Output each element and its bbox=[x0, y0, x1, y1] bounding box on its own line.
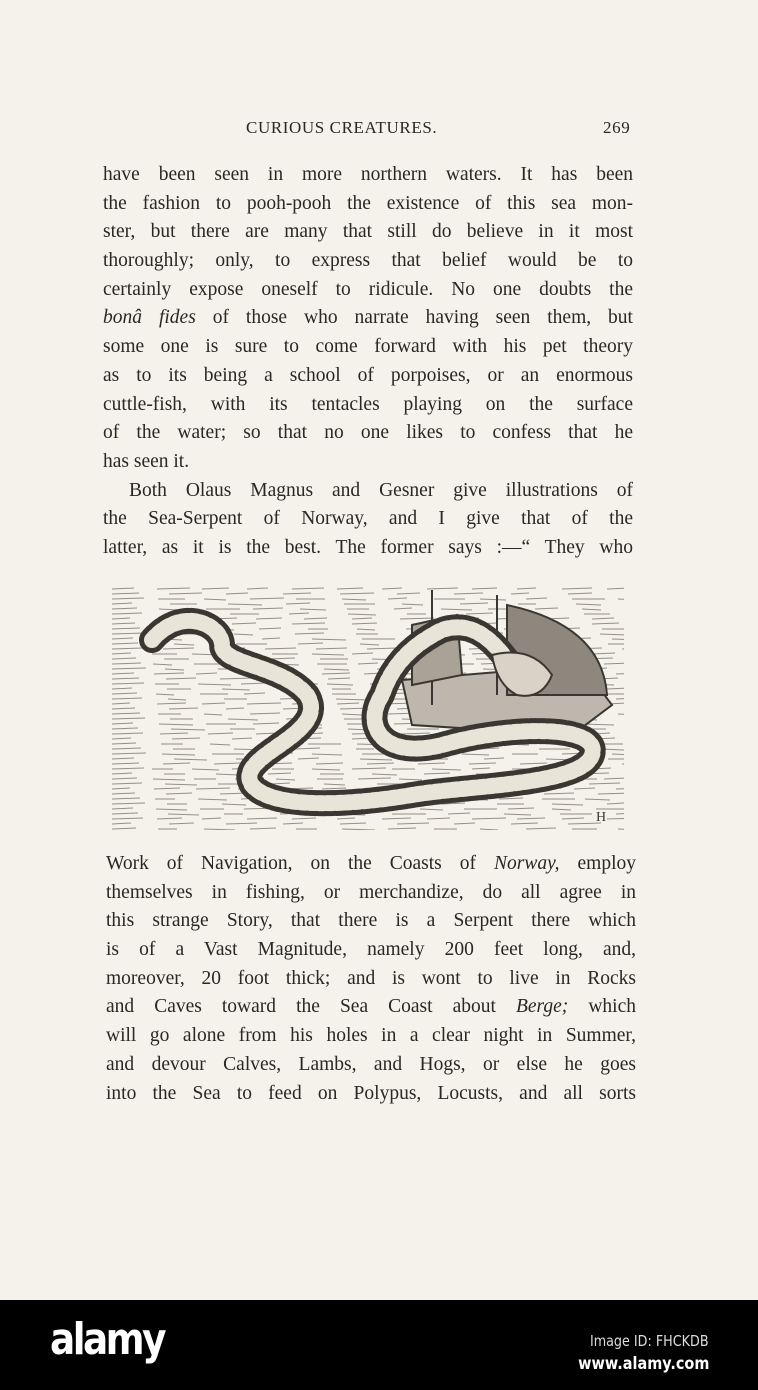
hatch-stroke bbox=[352, 768, 386, 769]
hatch-stroke bbox=[472, 768, 490, 769]
text-line: the Sea-Serpent of Norway, and I give that of the bbox=[103, 508, 633, 530]
hatch-stroke bbox=[400, 733, 430, 734]
hatch-stroke bbox=[562, 818, 584, 819]
hatch-stroke bbox=[298, 643, 323, 644]
hatch-stroke bbox=[399, 779, 422, 780]
hatch-stroke bbox=[112, 643, 138, 644]
monogram: H bbox=[596, 810, 607, 825]
text-block-top bbox=[103, 161, 633, 563]
hatch-stroke bbox=[612, 639, 624, 640]
hatch-stroke bbox=[402, 604, 423, 605]
hatch-stroke bbox=[253, 608, 283, 609]
hatch-stroke bbox=[357, 629, 375, 630]
hatch-stroke bbox=[460, 603, 488, 604]
hatch-stroke bbox=[210, 744, 230, 745]
hatch-stroke bbox=[165, 784, 197, 785]
hatch-stroke bbox=[157, 818, 182, 819]
hatch-stroke bbox=[157, 703, 186, 704]
hatch-stroke bbox=[300, 609, 326, 610]
watermark-bar bbox=[0, 1300, 758, 1390]
hatch-stroke bbox=[612, 754, 624, 755]
hatch-stroke bbox=[324, 784, 345, 785]
hatch-stroke bbox=[165, 669, 184, 670]
hatch-stroke bbox=[372, 774, 397, 775]
hatch-stroke bbox=[511, 593, 529, 594]
hatch-stroke bbox=[204, 599, 226, 600]
hatch-stroke bbox=[504, 814, 531, 815]
hatch-stroke bbox=[340, 823, 366, 824]
hatch-stroke bbox=[112, 793, 135, 794]
hatch-stroke bbox=[250, 828, 276, 829]
hatch-stroke bbox=[340, 593, 374, 594]
hatch-stroke bbox=[112, 588, 134, 589]
hatch-stroke bbox=[292, 818, 316, 819]
hatch-stroke bbox=[336, 699, 369, 700]
hatch-stroke bbox=[112, 803, 145, 804]
hatch-stroke bbox=[112, 743, 136, 744]
text-line: certainly expose oneself to ridicule. No one doubts the bbox=[103, 278, 633, 300]
hatch-stroke bbox=[400, 618, 434, 619]
hatch-stroke bbox=[112, 768, 144, 769]
hatch-stroke bbox=[226, 593, 248, 594]
hatch-stroke bbox=[472, 818, 506, 819]
hatch-stroke bbox=[562, 588, 592, 589]
hatch-stroke bbox=[283, 823, 303, 824]
text-line: has seen it. bbox=[103, 450, 190, 472]
hatch-stroke bbox=[265, 648, 296, 649]
italic-term: Norway, bbox=[493, 853, 560, 874]
hatch-stroke bbox=[112, 613, 142, 614]
hatch-stroke bbox=[616, 698, 624, 699]
hatch-stroke bbox=[112, 653, 131, 654]
italic-term: bonâ fides bbox=[103, 307, 196, 329]
hatch-stroke bbox=[112, 648, 143, 649]
hatch-stroke bbox=[222, 689, 250, 690]
hatch-stroke bbox=[292, 588, 324, 589]
hatch-stroke bbox=[295, 748, 320, 749]
hatch-stroke bbox=[382, 588, 402, 589]
hatch-stroke bbox=[517, 588, 536, 589]
hatch-stroke bbox=[166, 793, 192, 794]
hatch-stroke bbox=[112, 638, 133, 639]
hatch-stroke bbox=[316, 763, 343, 764]
hatch-stroke bbox=[337, 703, 359, 704]
alamy-logo: alamy bbox=[50, 1314, 164, 1365]
hatch-stroke bbox=[112, 678, 139, 679]
hatch-stroke bbox=[286, 603, 310, 604]
hatch-stroke bbox=[592, 618, 614, 619]
hatch-stroke bbox=[312, 769, 340, 770]
hatch-stroke bbox=[154, 788, 180, 789]
hatch-stroke bbox=[262, 638, 280, 639]
hatch-stroke bbox=[427, 818, 450, 819]
hatch-stroke bbox=[312, 654, 344, 655]
hatch-stroke bbox=[244, 693, 265, 694]
hatch-stroke bbox=[441, 609, 472, 610]
hatch-stroke bbox=[388, 828, 416, 829]
hatch-stroke bbox=[454, 593, 483, 594]
hatch-stroke bbox=[220, 678, 253, 679]
text-line: of the water; so that no one likes to confess that he bbox=[103, 422, 633, 444]
hatch-stroke bbox=[192, 769, 219, 770]
hatch-stroke bbox=[232, 738, 252, 739]
hatch-stroke bbox=[295, 633, 324, 634]
hatch-stroke bbox=[112, 728, 138, 729]
hatch-stroke bbox=[484, 758, 504, 759]
hatch-stroke bbox=[112, 673, 134, 674]
text-block-bottom bbox=[106, 850, 636, 1108]
hatch-stroke bbox=[526, 828, 556, 829]
hatch-stroke bbox=[342, 714, 362, 715]
hatch-stroke bbox=[358, 663, 378, 664]
hatch-stroke bbox=[382, 818, 411, 819]
hatch-stroke bbox=[607, 818, 624, 819]
text-line: and Caves toward the Sea Coast about Berge; which bbox=[106, 996, 636, 1018]
hatch-stroke bbox=[174, 759, 207, 760]
page-number: 269 bbox=[603, 118, 631, 137]
hatch-stroke bbox=[112, 693, 137, 694]
hatch-stroke bbox=[112, 783, 142, 784]
hatch-stroke bbox=[112, 703, 130, 704]
hatch-stroke bbox=[112, 663, 141, 664]
hatch-stroke bbox=[112, 718, 145, 719]
hatch-stroke bbox=[250, 598, 284, 599]
hatch-stroke bbox=[112, 658, 136, 659]
hatch-stroke bbox=[367, 648, 398, 649]
hatch-stroke bbox=[112, 818, 143, 819]
hatch-stroke bbox=[312, 639, 346, 640]
hatch-stroke bbox=[228, 719, 258, 720]
hatch-stroke bbox=[526, 598, 547, 599]
hatch-stroke bbox=[328, 678, 350, 679]
hatch-stroke bbox=[618, 829, 624, 830]
hatch-stroke bbox=[424, 773, 450, 774]
hatch-stroke bbox=[202, 703, 225, 704]
hatch-stroke bbox=[499, 798, 523, 799]
hatch-stroke bbox=[256, 618, 282, 619]
hatch-stroke bbox=[394, 608, 412, 609]
hatch-stroke bbox=[517, 818, 545, 819]
hatch-stroke bbox=[480, 829, 498, 830]
hatch-stroke bbox=[397, 823, 429, 824]
hatch-stroke bbox=[298, 758, 319, 759]
hatch-stroke bbox=[618, 599, 624, 600]
text-line: and devour Calves, Lambs, and Hogs, or else he goes bbox=[106, 1053, 636, 1075]
hatch-stroke bbox=[159, 724, 193, 725]
hatch-stroke bbox=[448, 813, 470, 814]
hatch-stroke bbox=[112, 813, 138, 814]
hatch-stroke bbox=[472, 588, 497, 589]
hatch-stroke bbox=[454, 823, 475, 824]
hatch-stroke bbox=[616, 788, 624, 789]
hatch-stroke bbox=[337, 818, 355, 819]
hatch-stroke bbox=[112, 598, 144, 599]
hatch-stroke bbox=[228, 604, 262, 605]
hatch-stroke bbox=[352, 653, 373, 654]
hatch-stroke bbox=[226, 823, 257, 824]
hatch-stroke bbox=[112, 773, 132, 774]
hatch-stroke bbox=[618, 714, 624, 715]
hatch-stroke bbox=[169, 823, 194, 824]
hatch-stroke bbox=[576, 604, 601, 605]
hatch-stroke bbox=[112, 798, 140, 799]
hatch-stroke bbox=[604, 663, 624, 664]
hatch-stroke bbox=[163, 763, 190, 764]
text-line: latter, as it is the best. The former says :—“ They who bbox=[103, 536, 633, 558]
hatch-stroke bbox=[196, 788, 230, 789]
hatch-stroke bbox=[337, 588, 363, 589]
hatch-stroke bbox=[607, 588, 624, 589]
hatch-stroke bbox=[348, 614, 376, 615]
hatch-stroke bbox=[202, 588, 229, 589]
hatch-stroke bbox=[276, 779, 295, 780]
hatch-stroke bbox=[420, 809, 443, 810]
hatch-stroke bbox=[198, 799, 227, 800]
hatch-stroke bbox=[112, 738, 131, 739]
hatch-stroke bbox=[112, 733, 143, 734]
hatch-stroke bbox=[112, 683, 144, 684]
hatch-stroke bbox=[198, 684, 231, 685]
hatch-stroke bbox=[153, 779, 185, 780]
hatch-stroke bbox=[163, 648, 194, 649]
hatch-stroke bbox=[112, 748, 141, 749]
hatch-stroke bbox=[352, 623, 377, 624]
hatch-stroke bbox=[342, 599, 366, 600]
hatch-stroke bbox=[322, 673, 350, 674]
hatch-stroke bbox=[112, 723, 133, 724]
hatch-stroke bbox=[112, 623, 135, 624]
text-line: some one is sure to come forward with his pet theory bbox=[103, 336, 633, 358]
hatch-stroke bbox=[480, 599, 506, 600]
hatch-stroke bbox=[112, 753, 146, 754]
hatch-stroke bbox=[154, 673, 184, 674]
hatch-stroke bbox=[582, 609, 601, 610]
hatch-stroke bbox=[169, 593, 202, 594]
hatch-stroke bbox=[112, 823, 131, 824]
text-line: moreover, 20 foot thick; and is wont to live in Rocks bbox=[106, 967, 636, 989]
hatch-stroke bbox=[511, 823, 538, 824]
hatch-stroke bbox=[304, 618, 327, 619]
hatch-stroke bbox=[271, 783, 290, 784]
hatch-stroke bbox=[112, 698, 142, 699]
hatch-stroke bbox=[112, 778, 137, 779]
text-line: cuttle-fish, with its tentacles playing on the surface bbox=[103, 393, 633, 415]
hatch-stroke bbox=[112, 788, 130, 789]
hatch-stroke bbox=[112, 668, 146, 669]
hatch-stroke bbox=[112, 608, 137, 609]
hatch-stroke bbox=[216, 774, 238, 775]
text-line: the fashion to pooh-pooh the existence of this sea mon- bbox=[103, 192, 633, 214]
hatch-stroke bbox=[112, 758, 134, 759]
hatch-stroke bbox=[196, 673, 217, 674]
hatch-stroke bbox=[469, 763, 496, 764]
hatch-stroke bbox=[589, 783, 620, 784]
hatch-stroke bbox=[322, 788, 346, 789]
hatch-stroke bbox=[289, 613, 309, 614]
hatch-stroke bbox=[222, 804, 246, 805]
hatch-stroke bbox=[157, 588, 190, 589]
hatch-stroke bbox=[112, 828, 136, 829]
hatch-stroke bbox=[427, 588, 458, 589]
hatch-stroke bbox=[214, 763, 241, 764]
hatch-stroke bbox=[166, 678, 196, 679]
hatch-stroke bbox=[153, 664, 172, 665]
hatch-stroke bbox=[622, 763, 624, 764]
hatch-stroke bbox=[360, 644, 379, 645]
hatch-stroke bbox=[352, 618, 372, 619]
hatch-stroke bbox=[247, 818, 277, 819]
text-line: have been seen in more northern waters. It has been bbox=[103, 164, 633, 185]
hatch-stroke bbox=[574, 788, 595, 789]
hatch-stroke bbox=[552, 804, 583, 805]
hatch-stroke bbox=[604, 778, 624, 779]
hatch-stroke bbox=[112, 603, 132, 604]
text-line: bonâ fides of those who narrate having seen them, but bbox=[103, 307, 633, 329]
hatch-stroke bbox=[312, 754, 342, 755]
text-line: will go alone from his holes in a clear night in Summer, bbox=[106, 1025, 636, 1047]
hatch-stroke bbox=[367, 763, 394, 764]
hatch-stroke bbox=[169, 708, 198, 709]
hatch-stroke bbox=[616, 673, 624, 674]
hatch-stroke bbox=[388, 598, 407, 599]
text-line: Work of Navigation, on the Coasts of Norway, employ bbox=[106, 853, 636, 874]
hatch-stroke bbox=[552, 809, 571, 810]
hatch-stroke bbox=[250, 713, 280, 714]
hatch-stroke bbox=[112, 763, 139, 764]
hatch-stroke bbox=[168, 814, 199, 815]
hatch-stroke bbox=[327, 684, 353, 685]
text-line: is of a Vast Magnitude, namely 200 feet long, and, bbox=[106, 939, 636, 961]
image-id: Image ID: FHCKDB bbox=[590, 1332, 709, 1350]
hatch-stroke bbox=[358, 778, 391, 779]
hatch-stroke bbox=[112, 808, 133, 809]
hatch-stroke bbox=[616, 813, 624, 814]
hatch-stroke bbox=[592, 653, 615, 654]
text-line: this strange Story, that there is a Serpent there which bbox=[106, 910, 636, 932]
hatch-stroke bbox=[112, 628, 140, 629]
hatch-stroke bbox=[292, 623, 325, 624]
text-line: Both Olaus Magnus and Gesner give illustrations of bbox=[129, 479, 633, 501]
hatch-stroke bbox=[360, 759, 392, 760]
hatch-stroke bbox=[232, 623, 256, 624]
hatch-stroke bbox=[316, 648, 347, 649]
hatch-stroke bbox=[342, 829, 375, 830]
hatch-stroke bbox=[592, 623, 619, 624]
hatch-stroke bbox=[607, 688, 624, 689]
hatch-stroke bbox=[397, 593, 420, 594]
hatch-stroke bbox=[174, 644, 194, 645]
hatch-stroke bbox=[568, 593, 592, 594]
hatch-stroke bbox=[208, 733, 233, 734]
hatch-stroke bbox=[204, 829, 235, 830]
hatch-stroke bbox=[204, 714, 222, 715]
hatch-stroke bbox=[112, 688, 132, 689]
hatch-stroke bbox=[171, 729, 205, 730]
hatch-stroke bbox=[253, 723, 279, 724]
hatch-stroke bbox=[156, 809, 187, 810]
hatch-stroke bbox=[466, 613, 493, 614]
hatch-stroke bbox=[268, 773, 291, 774]
site-url: www.alamy.com bbox=[577, 1354, 709, 1374]
hatch-stroke bbox=[324, 669, 349, 670]
running-title: CURIOUS CREATURES. bbox=[246, 118, 438, 137]
text-line: themselves in fishing, or merchandize, do all agree in bbox=[106, 881, 636, 903]
sea-serpent-illustration bbox=[112, 585, 624, 830]
hatch-stroke bbox=[241, 683, 266, 684]
hatch-stroke bbox=[112, 618, 130, 619]
hatch-stroke bbox=[585, 799, 610, 800]
hatch-stroke bbox=[600, 634, 624, 635]
hatch-stroke bbox=[535, 608, 558, 609]
hatch-stroke bbox=[418, 763, 445, 764]
hatch-stroke bbox=[234, 634, 253, 635]
hatch-stroke bbox=[172, 738, 200, 739]
hatch-stroke bbox=[607, 803, 624, 804]
hatch-stroke bbox=[226, 708, 244, 709]
hatch-stroke bbox=[112, 633, 145, 634]
hatch-stroke bbox=[247, 703, 281, 704]
hatch-stroke bbox=[112, 708, 135, 709]
text-line: as to its being a school of porpoises, or an enormous bbox=[103, 364, 633, 386]
hatch-stroke bbox=[247, 588, 268, 589]
hatch-stroke bbox=[112, 593, 139, 594]
hatch-stroke bbox=[598, 793, 624, 794]
hatch-stroke bbox=[544, 793, 574, 794]
text-line: into the Sea to feed on Polypus, Locusts, and all sorts bbox=[106, 1082, 636, 1104]
italic-term: Berge; bbox=[515, 996, 569, 1018]
hatch-stroke bbox=[202, 818, 221, 819]
hatch-stroke bbox=[112, 713, 140, 714]
hatch-stroke bbox=[508, 808, 534, 809]
hatch-stroke bbox=[259, 628, 281, 629]
hatch-stroke bbox=[156, 694, 174, 695]
hatch-stroke bbox=[432, 769, 461, 770]
hatch-stroke bbox=[168, 699, 186, 700]
hatch-stroke bbox=[622, 648, 624, 649]
hatch-stroke bbox=[520, 763, 547, 764]
running-header bbox=[0, 118, 758, 144]
hatch-stroke bbox=[162, 754, 195, 755]
hatch-stroke bbox=[283, 593, 311, 594]
text-line: thoroughly; only, to express that belief would be to bbox=[103, 250, 633, 272]
text-line: ster, but there are many that still do believe in it most bbox=[103, 221, 633, 243]
hatch-stroke bbox=[160, 733, 188, 734]
hatch-stroke bbox=[462, 754, 489, 755]
